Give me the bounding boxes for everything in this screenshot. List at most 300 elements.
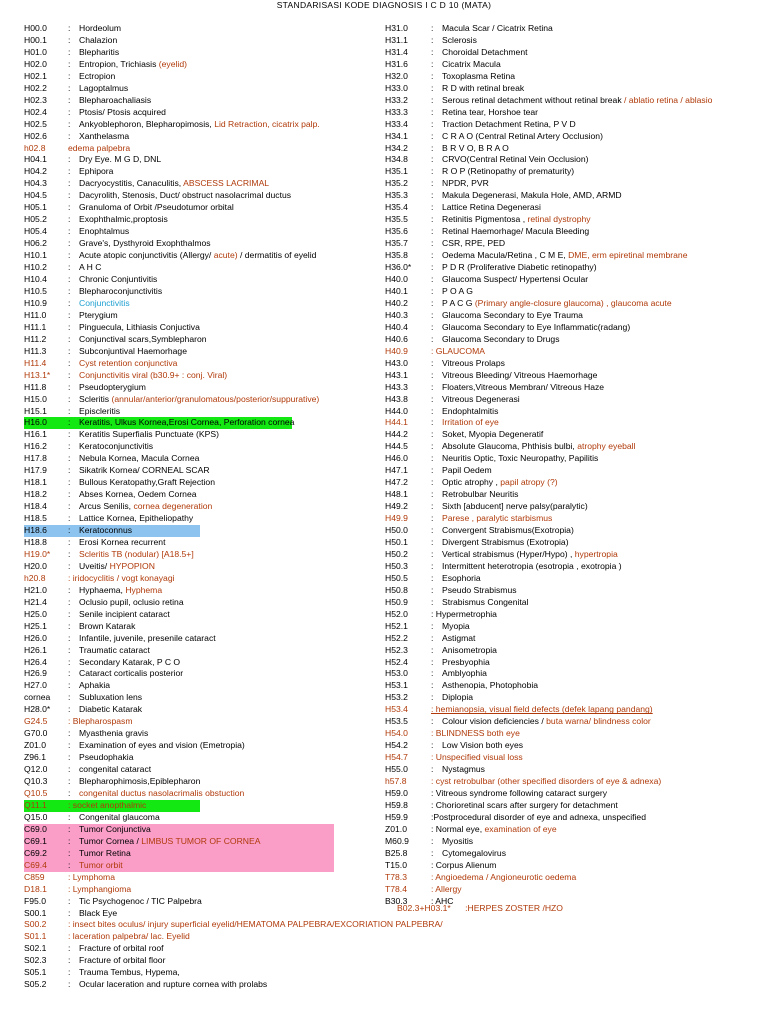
code-row — [24, 429, 368, 441]
diagnosis-desc: R O P (Retinopathy of prematurity) — [442, 166, 575, 177]
diagnosis-desc: Absolute Glaucoma, Phthisis bulbi, — [442, 441, 575, 452]
code-row — [385, 358, 768, 370]
separator: : — [68, 847, 71, 858]
diagnosis-note: (annular/anterior/granulomatous/posterior/suppurative) — [111, 393, 320, 404]
code-row — [385, 668, 768, 680]
code-row — [385, 417, 768, 429]
code-row — [385, 83, 768, 95]
code-row — [24, 190, 368, 202]
separator: : — [431, 429, 434, 440]
code-row — [385, 860, 768, 872]
diagnosis-desc: Vertical strabismus (Hyper/Hypo) , — [442, 548, 573, 559]
diagnosis-desc: Amblyophia — [442, 668, 487, 679]
separator: : — [431, 238, 434, 249]
separator: : — [431, 584, 434, 595]
code-row — [385, 776, 768, 788]
separator: : — [68, 309, 71, 320]
separator: : — [431, 262, 434, 273]
diagnosis-desc: Conjunctivitis viral (b30.9+ : conj. Viral) — [79, 369, 228, 380]
diagnosis-desc: Glaucoma Secondary to Eye Inflammatic(radang) — [442, 321, 631, 332]
diagnosis-desc: Esophoria — [442, 572, 481, 583]
code-row — [24, 776, 368, 788]
diagnosis-desc: Keratoconnus — [79, 525, 133, 536]
separator: : — [431, 94, 434, 105]
code-row — [24, 417, 368, 429]
diagnosis-code: H35.7 — [385, 238, 408, 249]
diagnosis-desc: Arcus Senilis, — [79, 501, 132, 512]
diagnosis-desc: Dacryocystitis, Canaculitis, — [79, 178, 182, 189]
diagnosis-desc: Lattice Kornea, Epitheliopathy — [79, 513, 194, 524]
separator: : — [431, 154, 434, 165]
diagnosis-code: H18.1 — [24, 477, 47, 488]
separator: : — [431, 118, 434, 129]
diagnosis-desc: Chronic Conjuntivitis — [79, 274, 158, 285]
separator: : — [68, 632, 71, 643]
diagnosis-code: F95.0 — [24, 895, 46, 906]
diagnosis-code: H20.0 — [24, 560, 47, 571]
separator: : — [431, 369, 434, 380]
diagnosis-desc: Abses Kornea, Oedem Cornea — [79, 489, 197, 500]
separator: : — [68, 82, 71, 93]
code-row — [385, 597, 768, 609]
separator: : — [68, 106, 71, 117]
diagnosis-desc: Retinitis Pigmentosa , — [442, 214, 526, 225]
separator: : — [431, 285, 434, 296]
separator: : — [68, 477, 71, 488]
diagnosis-code: H05.4 — [24, 226, 47, 237]
code-row — [385, 71, 768, 83]
code-row — [24, 119, 368, 131]
diagnosis-code: H02.0 — [24, 58, 47, 69]
diagnosis-desc: Exophthalmic,proptosis — [79, 214, 168, 225]
separator: : — [68, 620, 71, 631]
separator: : — [431, 644, 434, 655]
diagnosis-desc: Intermittent heterotropia (esotropia , exotropia ) — [442, 560, 622, 571]
diagnosis-code: H25.0 — [24, 608, 47, 619]
diagnosis-code: H05.2 — [24, 214, 47, 225]
code-row — [24, 943, 368, 955]
diagnosis-desc: : laceration palpebra/ lac. Eyelid — [68, 931, 190, 942]
separator: : — [68, 895, 71, 906]
diagnosis-code: H40.6 — [385, 333, 408, 344]
code-row — [385, 178, 768, 190]
separator: : — [431, 525, 434, 536]
separator: : — [68, 417, 71, 428]
diagnosis-code: H40.1 — [385, 285, 408, 296]
diagnosis-tail: / dermatitis of eyelid — [237, 250, 317, 261]
separator: : — [68, 823, 71, 834]
separator: : — [431, 513, 434, 524]
diagnosis-desc: Senile incipient cataract — [79, 608, 170, 619]
separator: : — [431, 70, 434, 81]
diagnosis-desc: Retrobulbar Neuritis — [442, 489, 519, 500]
diagnosis-desc: congenital cataract — [79, 764, 152, 775]
separator: : — [431, 405, 434, 416]
diagnosis-code: H44.5 — [385, 441, 408, 452]
code-row — [24, 716, 368, 728]
diagnosis-desc: Keratitis Superfialis Punctuate (KPS) — [79, 429, 219, 440]
code-row — [24, 406, 368, 418]
separator: : — [68, 788, 71, 798]
code-row — [385, 59, 768, 71]
diagnosis-code: G24.5 — [24, 716, 48, 727]
code-row — [385, 728, 768, 740]
separator: : — [431, 740, 434, 751]
diagnosis-desc: Nystagmus — [442, 764, 485, 775]
code-row — [385, 692, 768, 704]
diagnosis-code: H53.4 — [385, 704, 408, 715]
code-row — [24, 131, 368, 143]
separator: : — [431, 477, 434, 488]
diagnosis-desc: Blepharitis — [79, 46, 120, 57]
diagnosis-code: H53.1 — [385, 680, 408, 691]
diagnosis-desc: Myopia — [442, 620, 470, 631]
diagnosis-desc: Sixth [abducent] nerve palsy(paralytic) — [442, 501, 588, 512]
separator: : — [431, 34, 434, 45]
diagnosis-code: H21.4 — [24, 596, 47, 607]
diagnosis-desc: Serous retinal detachment without retinal break — [442, 94, 622, 105]
separator: : — [68, 202, 71, 213]
diagnosis-code: H25.1 — [24, 620, 47, 631]
diagnosis-code: H44.1 — [385, 417, 408, 428]
code-row — [385, 477, 768, 489]
diagnosis-code: H50.0 — [385, 525, 408, 536]
diagnosis-code: H36.0* — [385, 262, 412, 273]
diagnosis-desc: Tumor orbit — [79, 859, 123, 870]
code-row — [24, 908, 368, 920]
diagnosis-code: H11.4 — [24, 357, 47, 368]
separator: : — [68, 58, 71, 69]
code-row — [385, 716, 768, 728]
code-row — [24, 298, 368, 310]
diagnosis-desc: Trauma Tembus, Hypema, — [79, 967, 180, 978]
separator: : — [431, 142, 434, 153]
diagnosis-desc: Irritation of eye — [442, 417, 499, 428]
diagnosis-code: H47.1 — [385, 465, 408, 476]
separator: : — [431, 716, 434, 727]
diagnosis-code: H33.4 — [385, 118, 408, 129]
separator: : — [431, 620, 434, 631]
diagnosis-code: H18.5 — [24, 513, 47, 524]
code-row — [24, 692, 368, 704]
diagnosis-code: H10.5 — [24, 285, 47, 296]
diagnosis-desc: Hordeolum — [79, 23, 122, 33]
diagnosis-desc: Fracture of orbital floor — [79, 955, 166, 966]
diagnosis-desc: : Unspecified visual loss — [431, 752, 523, 763]
diagnosis-code: G70.0 — [24, 728, 48, 739]
diagnosis-code: H04.2 — [24, 166, 47, 177]
diagnosis-code: H35.6 — [385, 226, 408, 237]
diagnosis-code: H43.8 — [385, 393, 408, 404]
herpes-desc: :HERPES ZOSTER /HZO — [465, 903, 563, 913]
code-row — [24, 178, 368, 190]
diagnosis-code: H02.2 — [24, 82, 47, 93]
separator: : — [68, 357, 71, 368]
diagnosis-code: C69.0 — [24, 823, 47, 834]
diagnosis-code: H04.3 — [24, 178, 47, 189]
diagnosis-desc: : cyst retrobulbar (other specified disorders of eye & adnexa) — [431, 776, 662, 787]
diagnosis-code: Z96.1 — [24, 752, 46, 763]
right-column — [385, 23, 768, 908]
separator: : — [68, 764, 71, 775]
code-row — [385, 525, 768, 537]
diagnosis-note: retinal dystrophy — [527, 214, 591, 225]
diagnosis-code: T78.4 — [385, 883, 407, 894]
diagnosis-note: (Primary angle-closure glaucoma) , glaucoma acute — [474, 297, 672, 308]
diagnosis-desc: Tumor Retina — [79, 847, 131, 858]
diagnosis-code: H10.1 — [24, 250, 47, 261]
diagnosis-code: H02.5 — [24, 118, 47, 129]
separator: : — [68, 118, 71, 129]
diagnosis-desc: Keratoconjunctivitis — [79, 441, 154, 452]
diagnosis-code: H43.0 — [385, 357, 408, 368]
diagnosis-note: cornea degeneration — [133, 501, 213, 512]
code-row — [385, 262, 768, 274]
diagnosis-desc: : Blepharospasm — [68, 716, 133, 727]
code-row — [24, 47, 368, 59]
code-row — [24, 955, 368, 967]
code-row — [24, 95, 368, 107]
diagnosis-desc: Lagoptalmus — [79, 82, 129, 93]
diagnosis-code: H21.0 — [24, 584, 47, 595]
code-row — [385, 609, 768, 621]
diagnosis-code: H00.1 — [24, 34, 47, 45]
diagnosis-desc: : Allergy — [431, 883, 462, 894]
diagnosis-desc: Blepharoachaliasis — [79, 94, 152, 105]
separator: : — [68, 943, 71, 954]
diagnosis-code: S01.1 — [24, 931, 47, 942]
diagnosis-code: H11.3 — [24, 345, 47, 356]
code-row — [385, 501, 768, 513]
diagnosis-desc: Macula Scar / Cicatrix Retina — [442, 23, 553, 33]
diagnosis-code: H26.9 — [24, 668, 47, 679]
code-row — [24, 633, 368, 645]
diagnosis-code: H02.6 — [24, 130, 47, 141]
diagnosis-code: H44.0 — [385, 405, 408, 416]
diagnosis-desc: Infantile, juvenile, presenile cataract — [79, 632, 216, 643]
diagnosis-desc: Asthenopia, Photophobia — [442, 680, 539, 691]
diagnosis-desc: Colour vision deficiencies / — [442, 716, 544, 727]
herpes-entry — [397, 902, 563, 914]
code-row — [385, 429, 768, 441]
diagnosis-desc: Divergent Strabismus (Exotropia) — [442, 536, 569, 547]
diagnosis-code: H53.5 — [385, 716, 408, 727]
code-row — [24, 441, 368, 453]
diagnosis-desc: Fracture of orbital roof — [79, 943, 164, 954]
separator: : — [68, 907, 71, 918]
diagnosis-code: H50.8 — [385, 584, 408, 595]
diagnosis-note: acute) — [213, 250, 238, 261]
code-row — [385, 322, 768, 334]
diagnosis-desc: Diabetic Katarak — [79, 704, 143, 715]
diagnosis-desc: Cyst retention conjunctiva — [79, 357, 178, 368]
diagnosis-desc: Ocular laceration and rupture cornea with prolabs — [79, 979, 268, 990]
code-row — [24, 334, 368, 346]
code-row — [385, 143, 768, 155]
code-row — [24, 154, 368, 166]
diagnosis-desc: Ankyoblephoron, Blepharopimosis, — [79, 118, 212, 129]
separator: : — [68, 94, 71, 105]
code-row — [385, 836, 768, 848]
code-row — [24, 680, 368, 692]
separator: : — [68, 262, 71, 273]
diagnosis-code: H18.8 — [24, 536, 47, 547]
diagnosis-code: H54.0 — [385, 728, 408, 739]
code-row — [385, 202, 768, 214]
code-row — [24, 609, 368, 621]
code-row — [385, 848, 768, 860]
diagnosis-desc: congenital ductus nasolacrimalis obstuction — [79, 788, 245, 798]
separator: : — [431, 190, 434, 201]
diagnosis-desc: : GLAUCOMA — [431, 345, 485, 356]
separator: : — [431, 214, 434, 225]
diagnosis-desc: : Hypermetrophia — [431, 608, 497, 619]
diagnosis-code: Q15.0 — [24, 811, 48, 822]
code-row — [24, 226, 368, 238]
separator: : — [68, 274, 71, 285]
diagnosis-code: H50.9 — [385, 596, 408, 607]
code-row — [24, 597, 368, 609]
code-row — [24, 585, 368, 597]
code-row — [24, 525, 368, 537]
diagnosis-code: H35.8 — [385, 250, 408, 261]
code-row — [24, 370, 368, 382]
separator: : — [431, 106, 434, 117]
diagnosis-desc: CRVO(Central Retinal Vein Occlusion) — [442, 154, 589, 165]
diagnosis-desc: Pinguecula, Lithiasis Conjuctiva — [79, 321, 200, 332]
diagnosis-code: C69.4 — [24, 859, 47, 870]
diagnosis-code: Q10.5 — [24, 788, 48, 798]
separator: : — [68, 776, 71, 787]
code-row — [24, 573, 368, 585]
diagnosis-desc: Makula Degenerasi, Makula Hole, AMD, ARMD — [442, 190, 622, 201]
diagnosis-code: H02.4 — [24, 106, 47, 117]
diagnosis-desc: Dry Eye. M G D, DNL — [79, 154, 162, 165]
diagnosis-code: H40.3 — [385, 309, 408, 320]
separator: : — [68, 859, 71, 870]
diagnosis-code: H52.4 — [385, 656, 408, 667]
diagnosis-desc: Subluxation lens — [79, 692, 143, 703]
separator: : — [431, 202, 434, 213]
separator: : — [431, 572, 434, 583]
diagnosis-desc: Toxoplasma Retina — [442, 70, 516, 81]
diagnosis-desc: Astigmat — [442, 632, 476, 643]
diagnosis-desc: : Lymphoma — [68, 871, 115, 882]
code-row — [24, 274, 368, 286]
herpes-code: B02.3+H03.1* — [397, 903, 451, 913]
separator: : — [68, 381, 71, 392]
separator: : — [68, 46, 71, 57]
diagnosis-desc: Tumor Conjunctiva — [79, 823, 151, 834]
separator: : — [431, 274, 434, 285]
separator: : — [431, 453, 434, 464]
diagnosis-desc: : Corpus Alienum — [431, 859, 497, 870]
separator: : — [68, 740, 71, 751]
code-row — [24, 884, 368, 896]
diagnosis-desc: A H C — [79, 262, 102, 273]
diagnosis-desc: Glaucoma Suspect/ Hypertensi Ocular — [442, 274, 589, 285]
code-row — [24, 836, 368, 848]
code-row — [24, 931, 368, 943]
separator: : — [68, 166, 71, 177]
diagnosis-desc: : AHC — [431, 895, 454, 906]
separator: : — [431, 668, 434, 679]
separator: : — [68, 560, 71, 571]
diagnosis-desc: Xanthelasma — [79, 130, 130, 141]
diagnosis-desc: P D R (Proliferative Diabetic retinopathy) — [442, 262, 597, 273]
separator: : — [431, 596, 434, 607]
diagnosis-code: S00.2 — [24, 919, 47, 930]
diagnosis-desc: : Lymphangioma — [68, 883, 132, 894]
code-row — [385, 250, 768, 262]
separator: : — [68, 321, 71, 332]
code-row — [385, 47, 768, 59]
diagnosis-code: H55.0 — [385, 764, 408, 775]
diagnosis-desc: Aphakia — [79, 680, 111, 691]
diagnosis-desc: Soket, Myopia Degeneratif — [442, 429, 544, 440]
code-row — [385, 334, 768, 346]
code-row — [385, 788, 768, 800]
separator: : — [68, 238, 71, 249]
code-row — [24, 394, 368, 406]
code-row — [24, 477, 368, 489]
code-row — [24, 262, 368, 274]
code-row — [385, 310, 768, 322]
code-row — [24, 202, 368, 214]
diagnosis-code: S02.1 — [24, 943, 47, 954]
code-row — [385, 465, 768, 477]
diagnosis-desc: NPDR, PVR — [442, 178, 489, 189]
diagnosis-desc: Granuloma of Orbit /Pseudotumor orbital — [79, 202, 234, 213]
diagnosis-code: H40.9 — [385, 345, 408, 356]
diagnosis-code: H54.7 — [385, 752, 408, 763]
separator: : — [68, 130, 71, 141]
separator: : — [68, 465, 71, 476]
diagnosis-desc: : insect bites oculus/ injury superficial eyelid/HEMATOMA PALPEBRA/EXCORIATION PALPEBRA/ — [68, 919, 443, 930]
code-row — [24, 214, 368, 226]
diagnosis-desc: : Angioedema / Angioneurotic oedema — [431, 871, 577, 882]
diagnosis-code: B25.8 — [385, 847, 408, 858]
code-row — [24, 513, 368, 525]
separator: : — [431, 835, 434, 846]
diagnosis-desc: :Postprocedural disorder of eye and adnexa, unspecified — [431, 811, 646, 822]
code-row — [24, 621, 368, 633]
diagnosis-desc: Dacyrolith, Stenosis, Duct/ obstruct nasolacrimal ductus — [79, 190, 292, 201]
code-row — [24, 59, 368, 71]
code-row — [385, 561, 768, 573]
separator: : — [68, 226, 71, 237]
diagnosis-desc: Conjunctival scars,Symblepharon — [79, 333, 207, 344]
diagnosis-code: h02.8 — [24, 142, 46, 153]
diagnosis-desc: Lattice Retina Degenerasi — [442, 202, 541, 213]
code-row — [385, 95, 768, 107]
code-row — [24, 501, 368, 513]
separator: : — [68, 656, 71, 667]
diagnosis-desc: P A C G — [442, 297, 473, 308]
diagnosis-code: S02.3 — [24, 955, 47, 966]
code-row — [385, 346, 768, 358]
diagnosis-code: H18.4 — [24, 501, 47, 512]
diagnosis-code: H33.3 — [385, 106, 408, 117]
diagnosis-desc: Choroidal Detachment — [442, 46, 528, 57]
separator: : — [431, 381, 434, 392]
diagnosis-code: H53.0 — [385, 668, 408, 679]
diagnosis-desc: Low Vision both eyes — [442, 740, 524, 751]
separator: : — [68, 297, 71, 308]
diagnosis-code: S05.2 — [24, 979, 47, 990]
code-row — [24, 788, 368, 800]
diagnosis-code: H34.8 — [385, 154, 408, 165]
